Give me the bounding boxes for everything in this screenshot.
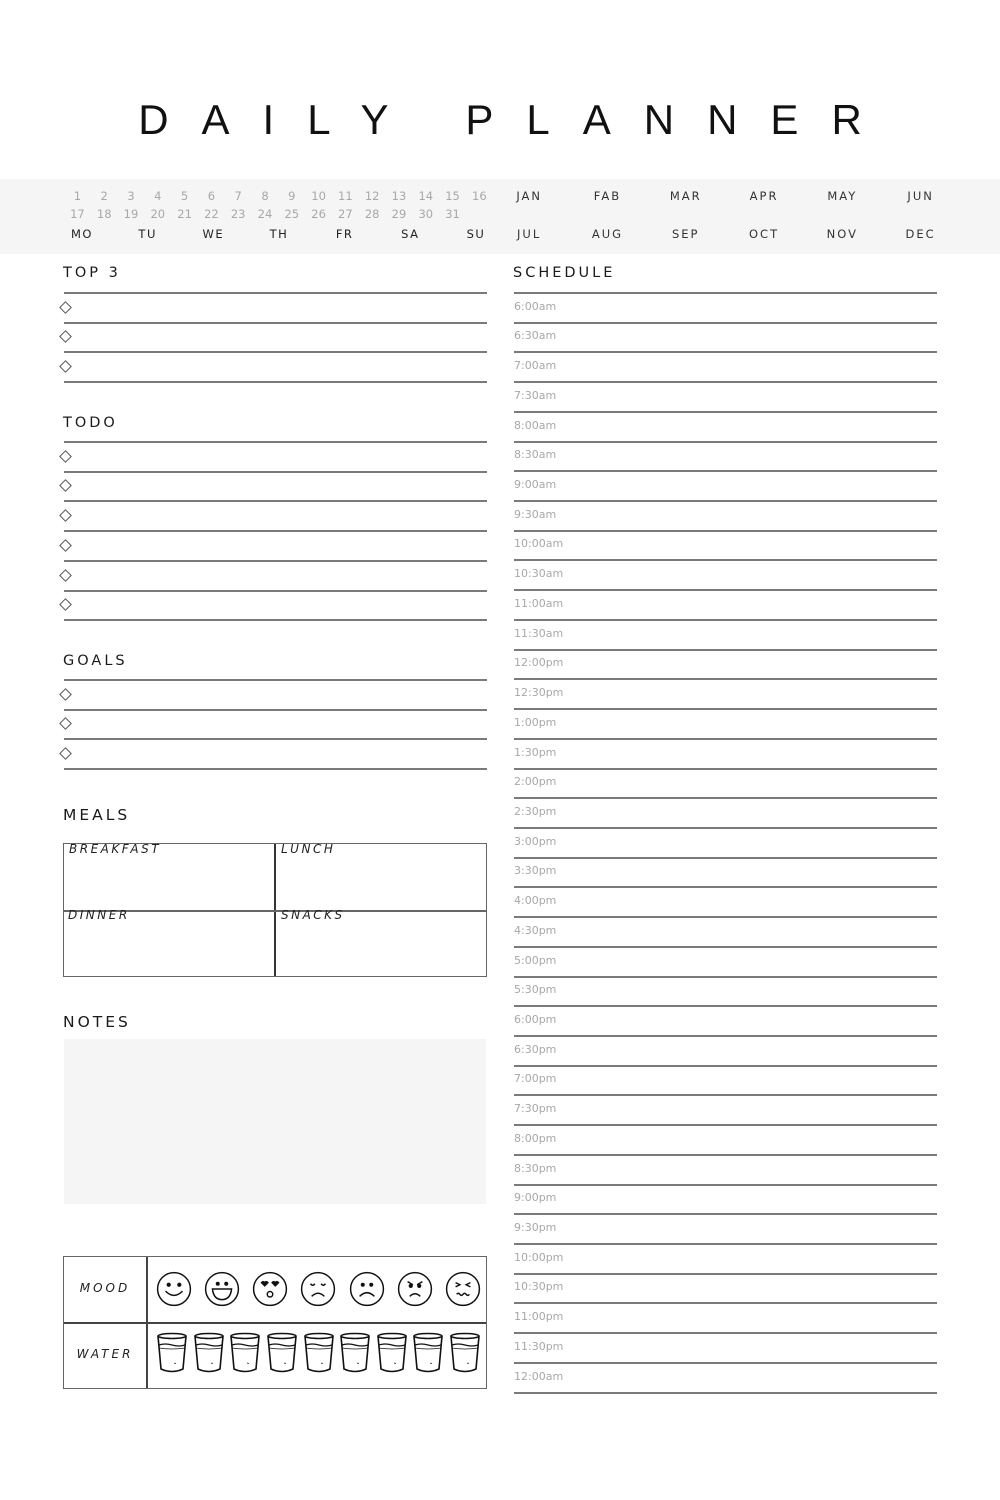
schedule-rule: [514, 738, 937, 740]
schedule-rule: [514, 678, 937, 680]
schedule-rule: [514, 946, 937, 948]
day-number[interactable]: 23: [230, 207, 246, 221]
month[interactable]: OCT: [748, 227, 780, 241]
day-number[interactable]: 31: [445, 207, 460, 221]
todo-rule: [64, 530, 487, 532]
meal-dinner-label: DINNER: [68, 908, 130, 922]
frown-icon[interactable]: [349, 1271, 385, 1307]
checkbox-diamond-icon[interactable]: [59, 718, 72, 731]
water-glass-icon[interactable]: [449, 1332, 481, 1374]
schedule-rule: [514, 827, 937, 829]
water-label: WATER: [76, 1347, 134, 1361]
schedule-time-slot[interactable]: 9:30pm: [514, 1221, 557, 1235]
day-number[interactable]: 12: [364, 189, 380, 203]
schedule-time-slot[interactable]: 1:00pm: [514, 715, 557, 729]
schedule-time-slot[interactable]: 6:30pm: [514, 1042, 557, 1056]
top3-item-line[interactable]: [76, 325, 486, 349]
day-number[interactable]: 30: [418, 207, 434, 221]
month[interactable]: JUL: [517, 227, 542, 241]
schedule-rule: [514, 916, 937, 918]
months-row-1: [490, 189, 960, 203]
schedule-time-slot[interactable]: 8:00am: [514, 418, 557, 432]
schedule-rule: [514, 470, 937, 472]
schedule-time-slot[interactable]: 10:00pm: [514, 1250, 564, 1264]
meal-snacks-label: SNACKS: [281, 908, 345, 922]
schedule-time-slot[interactable]: 6:30am: [514, 329, 557, 343]
day-number[interactable]: 22: [204, 207, 219, 221]
schedule-time-slot[interactable]: 3:00pm: [514, 834, 557, 848]
schedule-rule: [514, 441, 937, 443]
schedule-rule: [514, 322, 937, 324]
water-glass-icon[interactable]: [193, 1332, 225, 1374]
schedule-rule: [514, 1154, 937, 1156]
checkbox-diamond-icon[interactable]: [59, 747, 72, 760]
schedule-rule: [514, 1094, 937, 1096]
schedule-time-slot[interactable]: 11:00am: [514, 596, 564, 610]
month[interactable]: AUG: [591, 227, 624, 241]
top3-item-line[interactable]: [76, 355, 486, 379]
todo-rule: [64, 500, 487, 502]
checkbox-diamond-icon[interactable]: [59, 301, 72, 314]
todo-item-line[interactable]: [76, 445, 486, 469]
day-numbers-row-1: [64, 189, 494, 203]
todo-item-line[interactable]: [76, 534, 486, 558]
weekday[interactable]: SA: [401, 227, 420, 241]
month[interactable]: JUN: [907, 189, 934, 203]
day-number[interactable]: 19: [123, 207, 139, 221]
schedule-rule: [514, 381, 937, 383]
top3-rule: [64, 322, 487, 324]
schedule-rule: [514, 886, 937, 888]
goals-top-rule: [64, 679, 487, 681]
day-number[interactable]: 27: [338, 207, 353, 221]
day-number[interactable]: 9: [288, 189, 296, 203]
water-glass-icon[interactable]: [412, 1332, 444, 1374]
schedule-time-slot[interactable]: 6:00am: [514, 299, 557, 313]
goals-title: GOALS: [63, 653, 128, 669]
weekday[interactable]: TH: [269, 227, 289, 241]
goals-rule: [64, 738, 487, 740]
day-number[interactable]: 8: [261, 189, 269, 203]
schedule-rule: [514, 1332, 937, 1334]
month[interactable]: SEP: [671, 227, 700, 241]
notes-title: NOTES: [63, 1013, 131, 1031]
month[interactable]: FAB: [593, 189, 622, 203]
mood-water-tracker: [63, 1256, 487, 1389]
schedule-rule: [514, 1362, 937, 1364]
schedule-rule: [514, 1213, 937, 1215]
schedule-rule: [514, 649, 937, 651]
schedule-time-slot[interactable]: 10:30pm: [514, 1280, 564, 1294]
schedule-rule: [514, 559, 937, 561]
schedule-time-slot[interactable]: 12:00pm: [514, 656, 564, 670]
schedule-rule: [514, 1392, 937, 1394]
schedule-time-slot[interactable]: 12:00am: [514, 1369, 564, 1383]
schedule-title: SCHEDULE: [513, 265, 616, 281]
checkbox-diamond-icon[interactable]: [59, 688, 72, 701]
schedule-rule: [514, 976, 937, 978]
heart-eyes-icon[interactable]: [252, 1271, 288, 1307]
schedule-rule: [514, 857, 937, 859]
schedule-time-slot[interactable]: 4:00pm: [514, 894, 557, 908]
schedule-rule: [514, 351, 937, 353]
schedule-rule: [514, 1184, 937, 1186]
meal-lunch-label: LUNCH: [281, 842, 336, 856]
day-number[interactable]: 11: [338, 189, 353, 203]
schedule-time-slot[interactable]: 6:00pm: [514, 1013, 557, 1026]
schedule-rule: [514, 797, 937, 799]
top3-rule: [64, 351, 487, 353]
month[interactable]: MAY: [827, 189, 858, 203]
day-number[interactable]: 14: [418, 189, 434, 203]
day-number[interactable]: 28: [364, 207, 380, 221]
todo-rule: [64, 590, 487, 592]
todo-top-rule: [64, 441, 487, 443]
day-number[interactable]: 16: [472, 189, 487, 203]
schedule-time-slot[interactable]: 9:00pm: [514, 1191, 557, 1205]
weekday[interactable]: MO: [71, 227, 93, 241]
meals-title: MEALS: [63, 806, 131, 824]
day-number[interactable]: 26: [311, 207, 326, 221]
sad-closed-eyes-icon[interactable]: [300, 1271, 336, 1307]
goals-rule: [64, 709, 487, 711]
day-number[interactable]: 20: [150, 207, 166, 221]
water-glass-icon[interactable]: [376, 1332, 408, 1374]
mood-icons: [156, 1271, 481, 1307]
smile-icon[interactable]: [156, 1271, 192, 1307]
todo-item-line[interactable]: [76, 504, 486, 528]
water-icons: [156, 1332, 481, 1374]
day-number[interactable]: 21: [177, 207, 192, 221]
checkbox-diamond-icon[interactable]: [59, 509, 72, 522]
day-number[interactable]: 17: [70, 207, 85, 221]
goals-rule: [64, 768, 487, 770]
month[interactable]: MAR: [669, 189, 702, 203]
tracker-divider-horizontal: [64, 1322, 486, 1324]
day-number[interactable]: 15: [445, 189, 460, 203]
weekday[interactable]: TU: [138, 227, 157, 241]
schedule-time-slot[interactable]: 2:00pm: [514, 775, 557, 789]
day-number[interactable]: 1: [73, 189, 82, 203]
schedule-rule: [514, 1065, 937, 1067]
checkbox-diamond-icon[interactable]: [59, 450, 72, 463]
schedule-rule: [514, 619, 937, 621]
day-number[interactable]: 2: [100, 189, 108, 203]
weekday[interactable]: FR: [335, 227, 354, 241]
checkbox-diamond-icon[interactable]: [59, 480, 72, 493]
top3-rule: [64, 381, 487, 383]
schedule-rule: [514, 708, 937, 710]
meals-grid: [63, 843, 487, 977]
schedule-time-slot[interactable]: 5:00pm: [514, 953, 557, 967]
top3-top-rule: [64, 292, 487, 294]
checkbox-diamond-icon[interactable]: [59, 569, 72, 582]
checkbox-diamond-icon[interactable]: [59, 539, 72, 552]
schedule-time-slot[interactable]: 7:30pm: [514, 1102, 557, 1116]
month[interactable]: JAN: [516, 189, 542, 203]
todo-rule: [64, 619, 487, 621]
todo-rule: [64, 560, 487, 562]
top3-title: TOP 3: [63, 265, 121, 281]
day-number[interactable]: 3: [127, 189, 135, 203]
weekday-row: [64, 227, 494, 241]
checkbox-diamond-icon[interactable]: [59, 331, 72, 344]
day-number[interactable]: 4: [154, 189, 162, 203]
months-row-2: [490, 227, 960, 241]
angry-icon[interactable]: [397, 1271, 433, 1307]
day-number[interactable]: 25: [284, 207, 300, 221]
schedule-time-slot[interactable]: 12:30pm: [514, 686, 564, 700]
schedule-time-slot[interactable]: 11:00pm: [514, 1310, 564, 1324]
day-number[interactable]: 10: [311, 189, 326, 203]
mood-label: MOOD: [79, 1281, 131, 1295]
schedule-time-slot[interactable]: 9:00am: [514, 478, 557, 492]
schedule-time-slot[interactable]: 3:30pm: [514, 864, 557, 878]
day-number[interactable]: 13: [391, 189, 407, 203]
todo-title: TODO: [63, 415, 118, 431]
checkbox-diamond-icon[interactable]: [59, 598, 72, 611]
day-number[interactable]: 5: [180, 189, 189, 203]
month[interactable]: APR: [749, 189, 779, 203]
squint-wavy-icon[interactable]: [445, 1271, 481, 1307]
schedule-rule: [514, 1124, 937, 1126]
schedule-time-slot[interactable]: 4:30pm: [514, 923, 557, 937]
schedule-rule: [514, 1005, 937, 1007]
schedule-time-slot[interactable]: 10:00am: [514, 537, 564, 551]
meal-breakfast-label: BREAKFAST: [69, 842, 162, 856]
schedule-time-slot[interactable]: 7:00pm: [514, 1072, 557, 1086]
todo-item-line[interactable]: [76, 474, 486, 498]
goals-item-line[interactable]: [76, 742, 486, 766]
schedule-rule: [514, 530, 937, 532]
schedule-rule: [514, 1243, 937, 1245]
schedule-time-slot[interactable]: 7:00am: [514, 359, 557, 373]
schedule-rule: [514, 589, 937, 591]
weekday[interactable]: WE: [202, 227, 225, 241]
goals-item-line[interactable]: [76, 712, 486, 736]
schedule-time-slot[interactable]: 8:30pm: [514, 1161, 557, 1175]
schedule-time-slot[interactable]: 2:30pm: [514, 804, 557, 818]
weekday[interactable]: SU: [466, 227, 486, 241]
schedule-time-slot[interactable]: 9:30am: [514, 507, 557, 521]
todo-item-line[interactable]: [76, 593, 486, 617]
schedule-time-slot[interactable]: 11:30am: [514, 626, 564, 640]
schedule-time-slot[interactable]: 1:30pm: [514, 745, 557, 759]
calendar-band: [0, 179, 1000, 254]
day-numbers-row-2: [64, 207, 494, 221]
top3-item-line[interactable]: [76, 296, 486, 320]
day-number[interactable]: 18: [96, 207, 112, 221]
water-glass-icon[interactable]: [266, 1332, 298, 1374]
schedule-rule: [514, 1302, 937, 1304]
schedule-rule: [514, 411, 937, 413]
month[interactable]: NOV: [826, 227, 858, 241]
day-number[interactable]: 29: [391, 207, 407, 221]
day-number[interactable]: 6: [207, 189, 216, 203]
water-glass-icon[interactable]: [156, 1332, 188, 1374]
schedule-rule: [514, 500, 937, 502]
schedule-rule: [514, 1035, 937, 1037]
schedule-time-slot[interactable]: 5:30pm: [514, 983, 557, 997]
day-number[interactable]: 24: [257, 207, 273, 221]
water-glass-icon[interactable]: [303, 1332, 335, 1374]
schedule-time-slot[interactable]: 8:00pm: [514, 1131, 557, 1145]
notes-area[interactable]: [64, 1039, 486, 1204]
month[interactable]: DEC: [905, 227, 936, 241]
page-title: DAILY PLANNER: [138, 96, 895, 143]
todo-item-line[interactable]: [76, 564, 486, 588]
schedule-time-slot[interactable]: 8:30am: [514, 448, 557, 462]
schedule-rule: [514, 1273, 937, 1275]
schedule-time-slot[interactable]: 10:30am: [514, 567, 564, 581]
schedule-time-slot[interactable]: 11:30pm: [514, 1339, 564, 1353]
water-glass-icon[interactable]: [339, 1332, 371, 1374]
water-glass-icon[interactable]: [229, 1332, 261, 1374]
checkbox-diamond-icon[interactable]: [59, 360, 72, 373]
schedule-rule: [514, 768, 937, 770]
day-number[interactable]: 7: [234, 189, 242, 203]
grin-icon[interactable]: [204, 1271, 240, 1307]
schedule-time-slot[interactable]: 7:30am: [514, 388, 557, 402]
goals-item-line[interactable]: [76, 683, 486, 707]
todo-rule: [64, 471, 487, 473]
schedule-top-rule: [514, 292, 937, 294]
